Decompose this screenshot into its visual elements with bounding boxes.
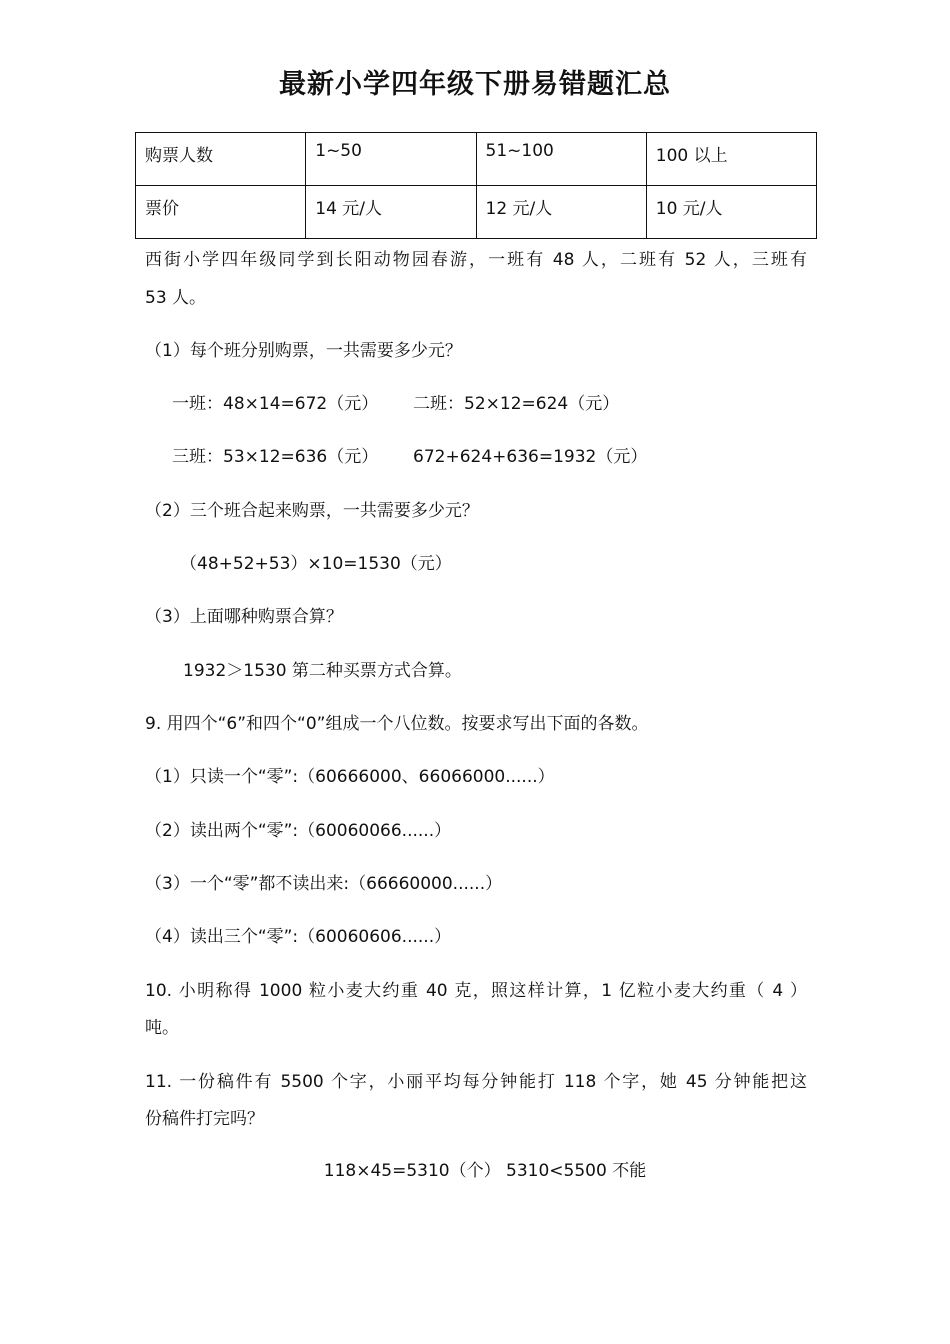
problem-text: 吨。 xyxy=(145,1018,179,1038)
problem-text: 10. 小明称得 1000 粒小麦大约重 40 克，照这样计算，1 亿粒小麦大约重（ 4 ） xyxy=(145,981,807,1001)
table-row xyxy=(136,133,817,186)
answer-text: 1932＞1530 第二种买票方式合算。 xyxy=(183,661,462,681)
page-title: 最新小学四年级下册易错题汇总 xyxy=(279,69,671,100)
table-cell: 14 元/人 xyxy=(306,186,476,239)
table-cell: 10 元/人 xyxy=(646,186,816,239)
table-cell: 12 元/人 xyxy=(476,186,646,239)
table-cell: 购票人数 xyxy=(136,133,306,186)
question-text: （3）上面哪种购票合算？ xyxy=(145,607,343,627)
problem-text: 9. 用四个“6”和四个“0”组成一个八位数。按要求写出下面的各数。 xyxy=(145,714,649,734)
answer-text: （48+52+53）×10=1530（元） xyxy=(180,554,452,574)
ticket-price-table xyxy=(135,132,817,239)
table-cell: 51~100 xyxy=(476,133,646,186)
answer-text: 118×45=5310（个） 5310<5500 不能 xyxy=(323,1161,647,1181)
answer-text: 一班：48×14=672（元） xyxy=(172,394,379,414)
problem-text: 11. 一份稿件有 5500 个字，小丽平均每分钟能打 118 个字，她 45 分钟能把这 xyxy=(145,1072,807,1092)
answer-text: 672+624+636=1932（元） xyxy=(413,447,648,467)
answer-text: （3）一个“零”都不读出来:（66660000......） xyxy=(145,874,503,894)
answer-text: 三班：53×12=636（元） xyxy=(172,447,379,467)
question-text: （2）三个班合起来购票，一共需要多少元？ xyxy=(145,501,479,521)
answer-text: （4）读出三个“零”:（60060606......） xyxy=(145,927,452,947)
answer-text: （1）只读一个“零”:（60666000、66066000......） xyxy=(145,767,555,787)
problem-text: 53 人。 xyxy=(145,288,207,308)
question-text: （1）每个班分别购票，一共需要多少元？ xyxy=(145,341,462,361)
answer-text: 二班：52×12=624（元） xyxy=(413,394,620,414)
table-cell: 1~50 xyxy=(306,133,476,186)
problem-text: 西街小学四年级同学到长阳动物园春游，一班有 48 人，二班有 52 人，三班有 xyxy=(145,250,807,270)
table-cell: 票价 xyxy=(136,186,306,239)
answer-text: （2）读出两个“零”:（60060066......） xyxy=(145,821,452,841)
table-cell: 100 以上 xyxy=(646,133,816,186)
table-row xyxy=(136,186,817,239)
problem-text: 份稿件打完吗？ xyxy=(145,1109,264,1129)
